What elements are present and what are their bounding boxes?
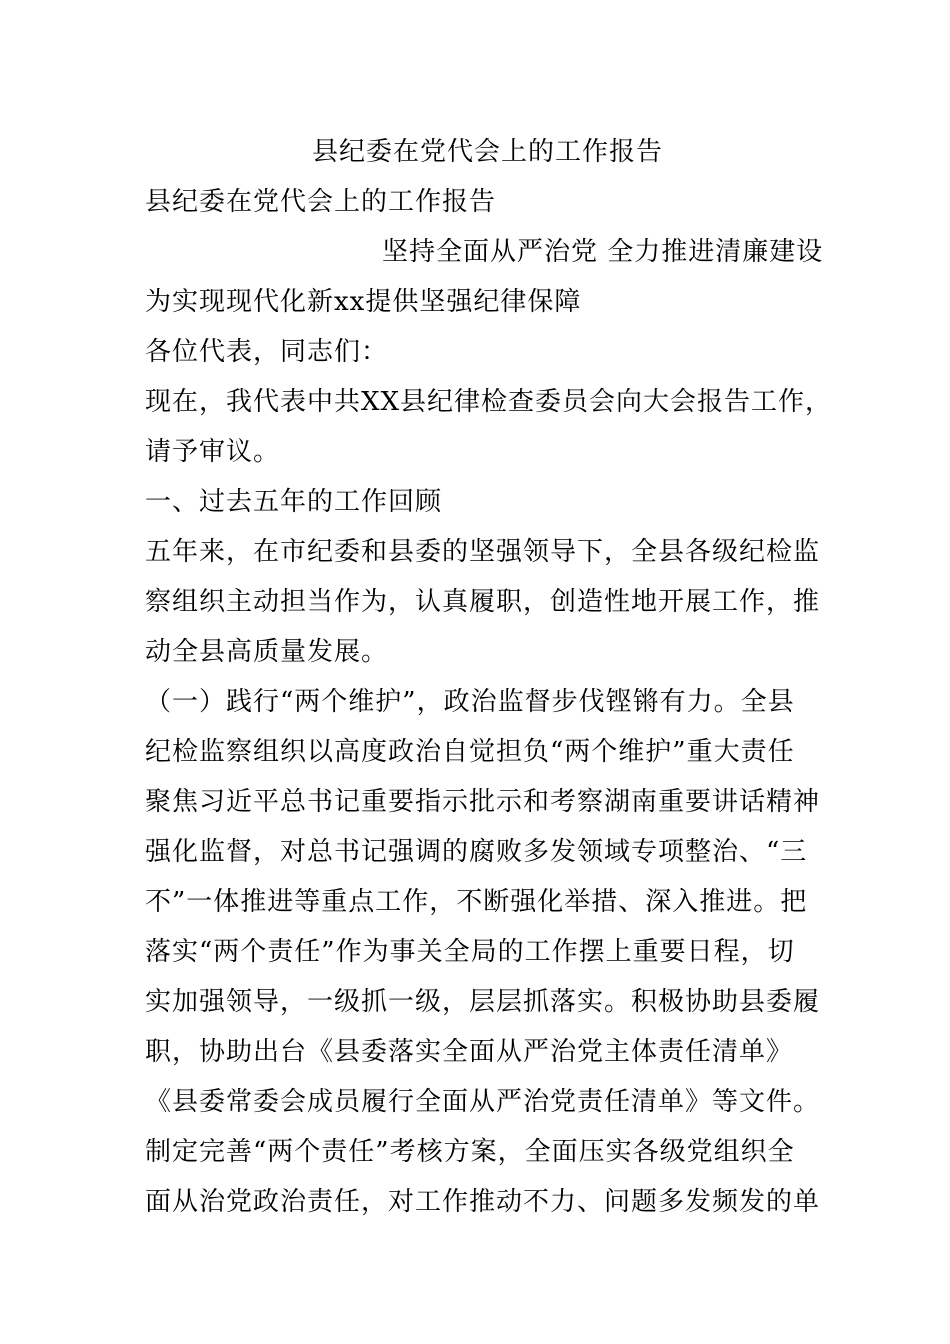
paragraph-line: 五年来，在市纪委和县委的坚强领导下，全县各级纪检监 (145, 537, 821, 567)
paragraph-line: 现在，我代表中共XX县纪律检查委员会向大会报告工作， (145, 387, 833, 417)
paragraph-line: 请予审议。 (145, 437, 281, 467)
section-heading: 一、过去五年的工作回顾 (145, 487, 443, 517)
document-title: 县纪委在党代会上的工作报告 (312, 137, 664, 167)
theme-line-1: 坚持全面从严治党 全力推进清廉建设 (382, 237, 824, 267)
theme-line-2: 为实现现代化新xx提供坚强纪律保障 (145, 287, 582, 317)
paragraph-line: 面从治党政治责任，对工作推动不力、问题多发频发的单 (145, 1187, 821, 1217)
paragraph-line: （一）践行“两个维护”，政治监督步伐铿锵有力。全县 (145, 687, 795, 717)
subtitle-line: 县纪委在党代会上的工作报告 (145, 187, 497, 217)
paragraph-line: 动全县高质量发展。 (145, 637, 389, 667)
paragraph-line: 纪检监察组织以高度政治自觉担负“两个维护”重大责任 (145, 737, 795, 767)
paragraph-line: 实加强领导，一级抓一级，层层抓落实。积极协助县委履 (145, 987, 821, 1017)
paragraph-line: 不”一体推进等重点工作，不断强化举措、深入推进。把 (145, 887, 808, 917)
paragraph-line: 聚焦习近平总书记重要指示批示和考察湖南重要讲话精神 (145, 787, 821, 817)
paragraph-line: 制定完善“两个责任”考核方案，全面压实各级党组织全 (145, 1137, 795, 1167)
salutation-line: 各位代表，同志们： (145, 337, 389, 367)
paragraph-line: 察组织主动担当作为，认真履职，创造性地开展工作，推 (145, 587, 821, 617)
paragraph-line: 《县委常委会成员履行全面从严治党责任清单》等文件。 (145, 1087, 821, 1117)
paragraph-line: 职，协助出台《县委落实全面从严治党主体责任清单》 (145, 1037, 794, 1067)
paragraph-line: 落实“两个责任”作为事关全局的工作摆上重要日程，切 (145, 937, 795, 967)
paragraph-line: 强化监督，对总书记强调的腐败多发领域专项整治、“三 (145, 837, 808, 867)
